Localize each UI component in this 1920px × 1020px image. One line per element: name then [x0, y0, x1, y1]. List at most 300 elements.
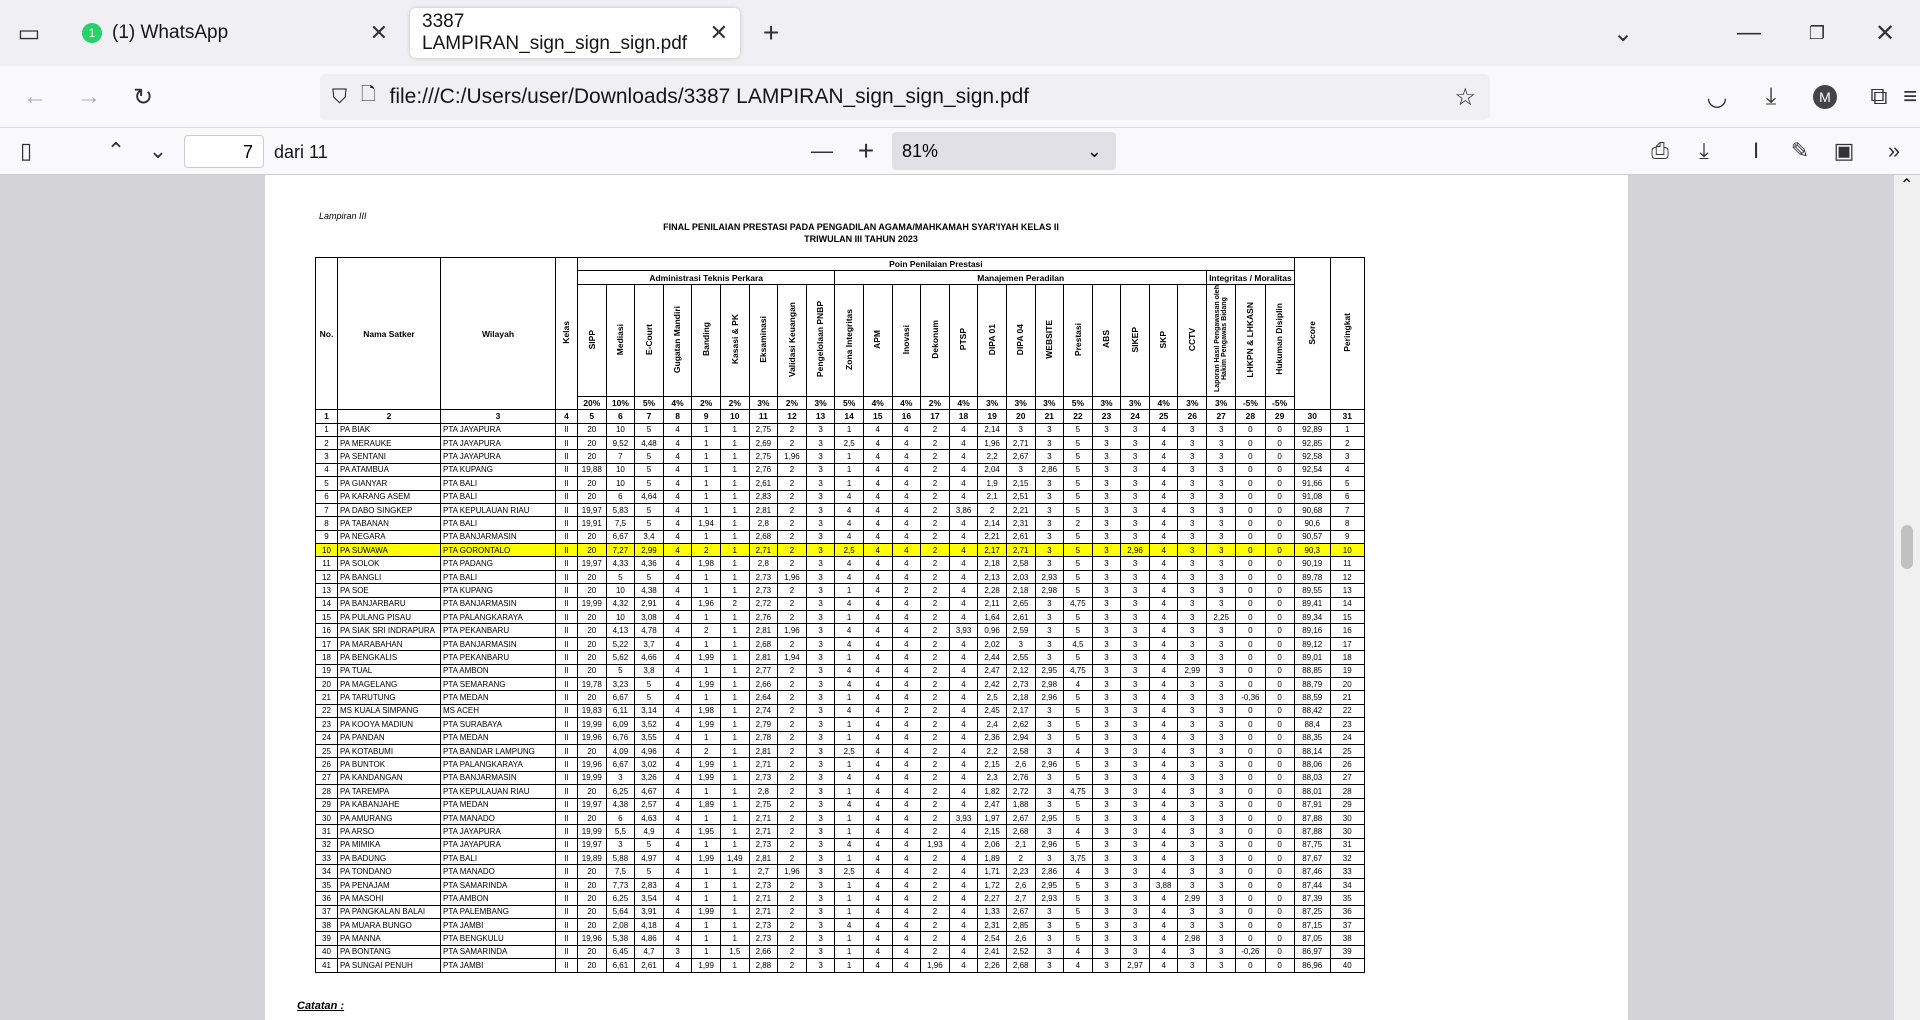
- table-cell: 4: [949, 691, 978, 704]
- table-cell: PTA GORONTALO: [441, 544, 556, 557]
- table-cell: 4: [892, 570, 921, 583]
- table-cell: 4: [663, 718, 692, 731]
- table-cell: 0: [1236, 611, 1265, 624]
- table-cell: 4: [1149, 463, 1178, 476]
- table-cell: 2,36: [978, 731, 1007, 744]
- table-cell: 20: [578, 651, 607, 664]
- table-cell: 4: [863, 838, 892, 851]
- table-cell: PTA PADANG: [441, 557, 556, 570]
- table-cell: 2: [778, 798, 807, 811]
- column-number: 18: [949, 410, 978, 423]
- indicator-header: E-Court: [635, 284, 664, 396]
- table-cell: 4: [949, 892, 978, 905]
- table-cell: II: [556, 477, 578, 490]
- table-cell: 4: [1064, 825, 1093, 838]
- image-tool-icon[interactable]: ▣: [1833, 138, 1855, 163]
- table-cell: 0: [1236, 477, 1265, 490]
- table-cell: 3: [806, 450, 835, 463]
- download-icon[interactable]: ⤓: [1765, 83, 1777, 110]
- zoom-out-button[interactable]: —: [811, 138, 833, 163]
- table-cell: 1,98: [692, 557, 721, 570]
- column-number: 31: [1330, 410, 1364, 423]
- table-cell: 3: [1121, 865, 1150, 878]
- table-cell: 3: [1035, 597, 1064, 610]
- table-cell: 3: [1121, 517, 1150, 530]
- table-cell: 91,08: [1294, 490, 1330, 503]
- table-cell: 3: [1092, 758, 1121, 771]
- table-cell: 2: [921, 436, 950, 449]
- table-cell: 2,86: [1035, 865, 1064, 878]
- table-cell: 3: [1178, 718, 1207, 731]
- table-cell: 2,81: [749, 624, 778, 637]
- table-cell: 4: [663, 597, 692, 610]
- table-cell: 5,5: [606, 825, 635, 838]
- table-cell: 88,85: [1294, 664, 1330, 677]
- table-row: [316, 463, 1365, 476]
- table-cell: 2: [921, 450, 950, 463]
- table-cell: 87,91: [1294, 798, 1330, 811]
- table-cell: 3: [806, 436, 835, 449]
- table-cell: 2,73: [749, 771, 778, 784]
- text-tool-icon[interactable]: I: [1752, 138, 1760, 163]
- table-cell: 5,22: [606, 637, 635, 650]
- table-cell: 3: [1092, 503, 1121, 516]
- tab-whatsapp[interactable]: [70, 8, 400, 58]
- bookmark-star-icon[interactable]: ☆: [1454, 83, 1476, 111]
- close-icon[interactable]: ✕: [369, 20, 388, 45]
- table-row: [316, 852, 1365, 865]
- table-cell: 2,18: [978, 557, 1007, 570]
- table-cell: 26: [1330, 758, 1364, 771]
- table-cell: 3: [1035, 785, 1064, 798]
- table-cell: 3: [806, 771, 835, 784]
- table-cell: 2,8: [749, 517, 778, 530]
- table-cell: 3: [1121, 704, 1150, 717]
- table-cell: 2,61: [749, 477, 778, 490]
- table-cell: 4: [663, 691, 692, 704]
- table-row: [316, 744, 1365, 757]
- table-cell: 3: [1207, 758, 1236, 771]
- table-cell: 30: [1330, 825, 1364, 838]
- table-cell: 3: [1121, 892, 1150, 905]
- table-cell: 13: [316, 584, 338, 597]
- table-cell: 1: [835, 584, 864, 597]
- previous-page-button[interactable]: ⌃: [106, 138, 126, 163]
- table-cell: 6,11: [606, 704, 635, 717]
- file-icon: 🗋: [361, 84, 376, 104]
- table-cell: 3: [1178, 517, 1207, 530]
- table-cell: 3: [1006, 637, 1035, 650]
- table-cell: 3: [1207, 865, 1236, 878]
- table-cell: 3: [1207, 785, 1236, 798]
- table-cell: 4,7: [635, 945, 664, 958]
- weight-cell: -5%: [1236, 396, 1265, 409]
- table-cell: 4: [663, 758, 692, 771]
- table-cell: 1: [692, 878, 721, 891]
- table-cell: 4: [1149, 865, 1178, 878]
- table-cell: 4: [949, 490, 978, 503]
- table-cell: 4: [663, 798, 692, 811]
- table-cell: PA MIMIKA: [338, 838, 441, 851]
- table-cell: 2: [921, 517, 950, 530]
- table-cell: 1: [720, 436, 749, 449]
- table-cell: MS ACEH: [441, 704, 556, 717]
- table-cell: PA PANDAN: [338, 731, 441, 744]
- table-cell: 2: [1330, 436, 1364, 449]
- table-cell: 4: [949, 436, 978, 449]
- table-cell: 5: [1064, 838, 1093, 851]
- table-cell: 3: [1121, 597, 1150, 610]
- table-cell: 1,96: [778, 624, 807, 637]
- table-cell: 4: [949, 852, 978, 865]
- table-cell: 2,45: [978, 704, 1007, 717]
- scrollbar[interactable]: [1894, 175, 1920, 1020]
- forward-button[interactable]: →: [77, 83, 101, 110]
- table-cell: 2,98: [1035, 677, 1064, 690]
- menu-icon[interactable]: ≡: [1902, 83, 1917, 110]
- table-cell: 4: [835, 597, 864, 610]
- table-cell: 4: [663, 544, 692, 557]
- list-tabs-button[interactable]: ⌄: [1612, 19, 1634, 47]
- table-cell: 4: [949, 597, 978, 610]
- table-cell: 4: [863, 637, 892, 650]
- table-cell: 1,98: [692, 704, 721, 717]
- table-cell: 2,75: [749, 450, 778, 463]
- table-cell: 4: [892, 811, 921, 824]
- tab-overview-icon[interactable]: ▭: [17, 19, 41, 47]
- table-cell: II: [556, 423, 578, 436]
- tab-label: 3387 LAMPIRAN_sign_sign_sign.pdf: [422, 11, 688, 54]
- table-cell: PA SENTANI: [338, 450, 441, 463]
- table-cell: PA MASOHI: [338, 892, 441, 905]
- table-cell: 20: [578, 570, 607, 583]
- table-cell: II: [556, 611, 578, 624]
- table-cell: 10: [606, 463, 635, 476]
- column-number: 26: [1178, 410, 1207, 423]
- table-cell: 5: [1064, 878, 1093, 891]
- table-cell: 4: [892, 892, 921, 905]
- table-cell: 3: [806, 825, 835, 838]
- table-cell: 2: [921, 597, 950, 610]
- table-cell: 0: [1236, 825, 1265, 838]
- table-cell: 5: [1064, 544, 1093, 557]
- table-cell: 11: [1330, 557, 1364, 570]
- table-cell: 3,08: [635, 611, 664, 624]
- table-cell: 4: [863, 544, 892, 557]
- table-cell: 4,97: [635, 852, 664, 865]
- column-number: 13: [806, 410, 835, 423]
- pdf-viewer[interactable]: [0, 175, 1920, 1020]
- sidebar-toggle-icon[interactable]: ▯: [19, 138, 33, 163]
- table-cell: 2: [778, 557, 807, 570]
- table-cell: 19,97: [578, 798, 607, 811]
- table-cell: 6: [1330, 490, 1364, 503]
- table-cell: 4: [835, 798, 864, 811]
- table-cell: 1: [720, 932, 749, 945]
- table-cell: 10: [606, 584, 635, 597]
- print-icon[interactable]: ⎙: [1651, 138, 1669, 163]
- table-cell: 1: [692, 811, 721, 824]
- table-cell: 2: [892, 704, 921, 717]
- table-cell: 0: [1265, 718, 1294, 731]
- table-cell: 0: [1265, 758, 1294, 771]
- table-cell: 3,75: [1064, 852, 1093, 865]
- url-text[interactable]: file:///C:/Users/user/Downloads/3387 LAMPIRAN_sign_sign_sign.pdf: [389, 85, 1030, 108]
- table-cell: 3: [806, 932, 835, 945]
- table-cell: 3: [806, 811, 835, 824]
- table-cell: 2: [921, 463, 950, 476]
- indicator-header: LHKPN & LHKASN: [1236, 284, 1265, 396]
- table-cell: 3: [1178, 691, 1207, 704]
- table-cell: 3,54: [635, 892, 664, 905]
- table-cell: 1: [835, 905, 864, 918]
- table-cell: 3: [1207, 811, 1236, 824]
- table-cell: 2,83: [749, 490, 778, 503]
- table-cell: 3: [1121, 450, 1150, 463]
- table-cell: 20: [578, 477, 607, 490]
- table-cell: 2: [778, 932, 807, 945]
- table-cell: 2: [921, 758, 950, 771]
- table-cell: 2: [921, 798, 950, 811]
- tools-menu-icon[interactable]: »: [1887, 138, 1901, 163]
- table-cell: 0: [1265, 584, 1294, 597]
- table-cell: 3: [1121, 838, 1150, 851]
- table-cell: 4: [1149, 503, 1178, 516]
- table-cell: 4,32: [606, 597, 635, 610]
- table-cell: 2,44: [978, 651, 1007, 664]
- table-cell: 20: [578, 865, 607, 878]
- table-cell: 3: [1207, 450, 1236, 463]
- table-cell: 5: [606, 664, 635, 677]
- next-page-button[interactable]: ⌄: [148, 138, 168, 163]
- header-poin: Poin Penilaian Prestasi: [578, 258, 1295, 271]
- close-icon[interactable]: ✕: [709, 20, 728, 45]
- table-cell: 3: [1092, 731, 1121, 744]
- table-cell: 3: [1035, 825, 1064, 838]
- table-cell: 4: [863, 557, 892, 570]
- table-cell: 4: [835, 557, 864, 570]
- table-cell: 4: [949, 704, 978, 717]
- table-cell: 6,45: [606, 945, 635, 958]
- table-cell: 5: [1064, 570, 1093, 583]
- header-wilayah: Wilayah: [441, 258, 556, 410]
- account-avatar[interactable]: M: [1806, 78, 1844, 116]
- table-cell: 0: [1265, 597, 1294, 610]
- table-cell: 20: [578, 624, 607, 637]
- table-cell: 4: [835, 771, 864, 784]
- table-cell: PTA PALANGKARAYA: [441, 758, 556, 771]
- table-cell: PTA BALI: [441, 570, 556, 583]
- table-cell: 3: [1178, 878, 1207, 891]
- table-cell: 4: [892, 530, 921, 543]
- pocket-icon[interactable]: ◡: [1706, 83, 1728, 111]
- table-cell: PTA KUPANG: [441, 463, 556, 476]
- table-cell: 3: [1178, 731, 1207, 744]
- table-cell: II: [556, 704, 578, 717]
- close-window-button[interactable]: ✕: [1874, 19, 1896, 47]
- table-cell: 3: [1121, 423, 1150, 436]
- table-cell: 2,17: [1006, 704, 1035, 717]
- tab-pdf[interactable]: [410, 8, 740, 58]
- table-cell: 2,61: [635, 959, 664, 972]
- table-cell: 4: [949, 664, 978, 677]
- table-cell: 1: [720, 557, 749, 570]
- table-cell: 3: [1207, 838, 1236, 851]
- table-cell: 2,69: [749, 436, 778, 449]
- draw-tool-icon[interactable]: ✎: [1790, 138, 1810, 163]
- indicator-header: DIPA 01: [978, 284, 1007, 396]
- table-cell: 3: [1207, 503, 1236, 516]
- table-cell: 0: [1236, 450, 1265, 463]
- url-bar[interactable]: [320, 74, 1490, 120]
- table-cell: 4: [892, 905, 921, 918]
- table-cell: 2,7: [1006, 892, 1035, 905]
- table-cell: 33: [316, 852, 338, 865]
- table-cell: 0: [1236, 932, 1265, 945]
- shield-icon[interactable]: ⛉: [332, 85, 347, 108]
- table-row: [316, 919, 1365, 932]
- table-cell: 4: [863, 758, 892, 771]
- table-cell: 4: [863, 785, 892, 798]
- extensions-icon[interactable]: ⧉: [1870, 83, 1888, 110]
- scroll-up-icon[interactable]: ⌃: [1900, 177, 1914, 194]
- table-cell: 3: [1035, 490, 1064, 503]
- table-cell: 4: [1149, 892, 1178, 905]
- table-cell: 4: [663, 905, 692, 918]
- table-cell: 1: [720, 892, 749, 905]
- table-cell: 4: [663, 557, 692, 570]
- indicator-header: Hukuman Disiplin: [1265, 284, 1294, 396]
- table-cell: 14: [316, 597, 338, 610]
- reload-button[interactable]: ↻: [132, 83, 154, 111]
- table-cell: 2: [921, 490, 950, 503]
- table-cell: 4: [892, 436, 921, 449]
- table-cell: 4: [892, 718, 921, 731]
- table-cell: 3: [1035, 530, 1064, 543]
- table-cell: 2,31: [1006, 517, 1035, 530]
- minimize-button[interactable]: —: [1737, 19, 1761, 46]
- table-cell: 19: [316, 664, 338, 677]
- table-cell: 4: [949, 544, 978, 557]
- table-cell: 4: [949, 919, 978, 932]
- table-cell: 4: [663, 584, 692, 597]
- table-cell: 5,38: [606, 932, 635, 945]
- table-cell: 1: [835, 463, 864, 476]
- back-button[interactable]: ←: [23, 83, 47, 110]
- table-cell: 25: [1330, 744, 1364, 757]
- table-cell: 3: [1178, 450, 1207, 463]
- table-cell: 0: [1265, 731, 1294, 744]
- table-cell: PA PENAJAM: [338, 878, 441, 891]
- scroll-thumb[interactable]: [1901, 525, 1913, 569]
- table-cell: 4,75: [1064, 664, 1093, 677]
- table-cell: 3: [1178, 557, 1207, 570]
- table-cell: 3: [1092, 691, 1121, 704]
- table-cell: 3: [1178, 959, 1207, 972]
- table-cell: 4: [663, 959, 692, 972]
- save-icon[interactable]: ⤓: [1699, 138, 1709, 163]
- table-cell: 5: [1064, 503, 1093, 516]
- weight-cell: 4%: [663, 396, 692, 409]
- table-cell: 2: [921, 919, 950, 932]
- table-cell: 2,72: [1006, 785, 1035, 798]
- page-number-input[interactable]: 7: [184, 135, 264, 168]
- table-cell: 19,99: [578, 718, 607, 731]
- table-cell: 4: [1149, 731, 1178, 744]
- table-cell: 4,96: [635, 744, 664, 757]
- table-cell: 2: [921, 503, 950, 516]
- table-cell: 2,5: [835, 544, 864, 557]
- table-cell: 4: [1149, 557, 1178, 570]
- table-cell: 2,04: [978, 463, 1007, 476]
- table-cell: 2: [921, 825, 950, 838]
- table-cell: 3: [1178, 503, 1207, 516]
- zoom-select[interactable]: [892, 132, 1116, 170]
- table-cell: 2: [921, 785, 950, 798]
- table-cell: 4: [1149, 544, 1178, 557]
- table-cell: 23: [1330, 718, 1364, 731]
- table-cell: 5: [1064, 436, 1093, 449]
- table-cell: 4: [663, 637, 692, 650]
- zoom-in-button[interactable]: +: [857, 135, 875, 166]
- table-cell: 3: [806, 878, 835, 891]
- table-cell: 4: [892, 932, 921, 945]
- table-cell: 1: [720, 731, 749, 744]
- table-cell: 1: [720, 785, 749, 798]
- table-cell: 91,66: [1294, 477, 1330, 490]
- table-cell: 2: [778, 637, 807, 650]
- table-cell: 3: [1035, 852, 1064, 865]
- table-cell: 2,02: [978, 637, 1007, 650]
- table-cell: 1,96: [692, 597, 721, 610]
- lampiran-label: Lampiran III: [319, 211, 367, 221]
- table-cell: 24: [316, 731, 338, 744]
- new-tab-button[interactable]: +: [762, 17, 780, 48]
- table-cell: 3: [1121, 852, 1150, 865]
- table-cell: 4: [663, 490, 692, 503]
- table-cell: 19,96: [578, 731, 607, 744]
- table-cell: 4: [949, 530, 978, 543]
- table-cell: 2,64: [749, 691, 778, 704]
- table-cell: 3: [1207, 718, 1236, 731]
- restore-button[interactable]: ❐: [1808, 22, 1826, 43]
- table-cell: PA TUAL: [338, 664, 441, 677]
- table-cell: 2,72: [749, 597, 778, 610]
- indicator-header: PTSP: [949, 284, 978, 396]
- header-nama-satker: Nama Satker: [338, 258, 441, 410]
- table-cell: 1: [692, 611, 721, 624]
- table-cell: 2,76: [749, 611, 778, 624]
- table-cell: 3: [1178, 477, 1207, 490]
- table-cell: 2,73: [749, 932, 778, 945]
- table-cell: 5: [635, 517, 664, 530]
- table-cell: 3: [1035, 611, 1064, 624]
- table-cell: 4: [863, 584, 892, 597]
- table-cell: 28: [316, 785, 338, 798]
- table-cell: 0: [1236, 530, 1265, 543]
- table-cell: 3,52: [635, 718, 664, 731]
- header-peringkat: Peringkat: [1330, 258, 1364, 410]
- table-cell: 2,41: [978, 945, 1007, 958]
- table-cell: 3: [1092, 517, 1121, 530]
- table-cell: 2,73: [749, 838, 778, 851]
- table-cell: 1: [720, 503, 749, 516]
- table-cell: 3: [1035, 557, 1064, 570]
- table-cell: 3: [1207, 691, 1236, 704]
- table-cell: 2,95: [1035, 664, 1064, 677]
- table-cell: 2,65: [1006, 597, 1035, 610]
- table-cell: 2: [720, 597, 749, 610]
